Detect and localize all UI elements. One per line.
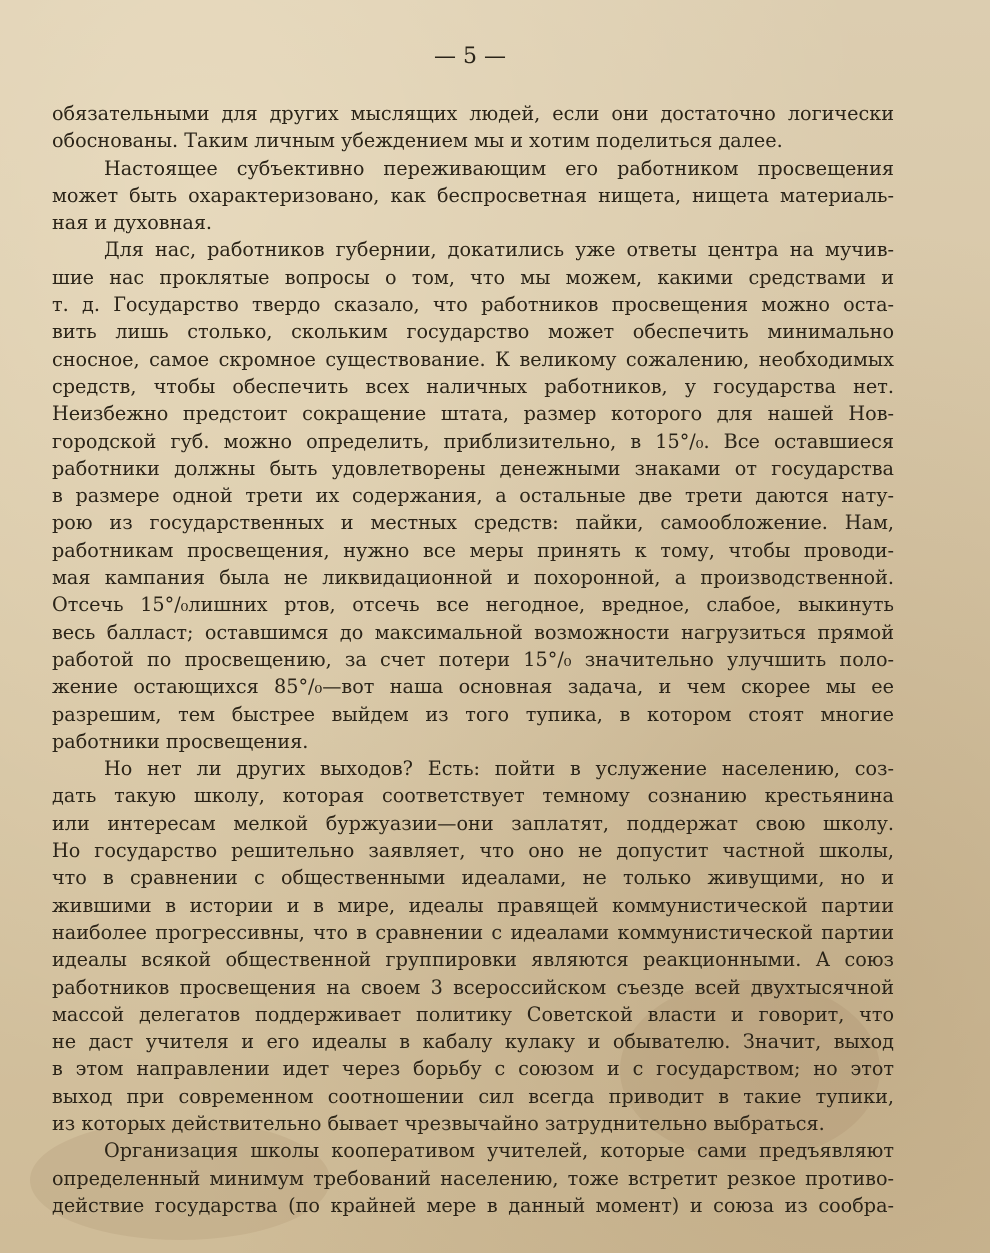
text-line: жение остающихся 85°/₀—вот наша основная задача, и чем скорее мы ее bbox=[52, 675, 894, 699]
text-line: массой делегатов поддерживает политику Советской власти и говорит, что bbox=[52, 1002, 894, 1026]
body-text bbox=[52, 100, 894, 1219]
text-line: определенный минимум требований населению, тоже встретит резкое противо- bbox=[52, 1166, 894, 1190]
text-line: городской губ. можно определить, приблизительно, в 15°/₀. Все оставшиеся bbox=[52, 429, 894, 453]
text-line: Для нас, работников губернии, докатились уже ответы центра на мучив- bbox=[104, 238, 894, 262]
text-line: работой по просвещению, за счет потери 15°/₀ значительно улучшить поло- bbox=[52, 647, 894, 671]
text-line: работники просвещения. bbox=[52, 729, 309, 753]
text-line: что в сравнении с общественными идеалами, не только живущими, но и bbox=[52, 866, 894, 890]
text-line: ная и духовная. bbox=[52, 211, 213, 235]
text-line: работники должны быть удовлетворены денежными знаками от государства bbox=[52, 456, 894, 480]
text-line: жившими в истории и в мире, идеалы правящей коммунистической партии bbox=[52, 893, 894, 917]
text-line: действие государства (по крайней мере в данный момент) и союза из сообра- bbox=[52, 1193, 894, 1217]
text-line: Отсечь 15°/₀лишних ртов, отсечь все негодное, вредное, слабое, выкинуть bbox=[52, 593, 894, 617]
text-line: выход при современном соотношении сил всегда приводит в такие тупики, bbox=[52, 1084, 894, 1108]
text-line: идеалы всякой общественной группировки являются реакционными. А союз bbox=[52, 948, 894, 972]
text-line: не даст учителя и его идеалы в кабалу кулаку и обывателю. Значит, выход bbox=[52, 1030, 894, 1054]
text-line: Настоящее субъективно переживающим его работником просвещения bbox=[104, 156, 894, 180]
text-line: из которых действительно бывает чрезвычайно затруднительно выбраться. bbox=[52, 1111, 825, 1135]
text-line: т. д. Государство твердо сказало, что работников просвещения можно оста- bbox=[52, 293, 894, 317]
text-line: рою из государственных и местных средств: пайки, самообложение. Нам, bbox=[52, 511, 894, 535]
text-line: работникам просвещения, нужно все меры принять к тому, чтобы проводи- bbox=[52, 538, 894, 562]
text-line: в этом направлении идет через борьбу с союзом и с государством; но этот bbox=[52, 1057, 894, 1081]
text-line: может быть охарактеризовано, как беспросветная нищета, нищета материаль- bbox=[52, 183, 894, 207]
text-line: разрешим, тем быстрее выйдем из того тупика, в котором стоят многие bbox=[52, 702, 894, 726]
text-line: мая кампания была не ликвидационной и похоронной, а производственной. bbox=[52, 566, 894, 590]
text-line: в размере одной трети их содержания, а остальные две трети даются нату- bbox=[52, 484, 894, 508]
text-line: сносное, самое скромное существование. К великому сожалению, необходимых bbox=[52, 347, 894, 371]
text-line: или интересам мелкой буржуазии—они заплатят, поддержат свою школу. bbox=[52, 811, 894, 835]
page-number: — 5 — bbox=[434, 44, 506, 69]
text-line: вить лишь столько, скольким государство может обеспечить минимально bbox=[52, 320, 894, 344]
text-line: Организация школы кооперативом учителей, которые сами предъявляют bbox=[104, 1139, 894, 1163]
text-line: обязательными для других мыслящих людей, если они достаточно логически bbox=[52, 102, 894, 125]
text-line: весь балласт; оставшимся до максимальной возможности нагрузиться прямой bbox=[52, 620, 894, 644]
text-line: Но государство решительно заявляет, что оно не допустит частной школы, bbox=[52, 839, 894, 863]
text-line: Но нет ли других выходов? Есть: пойти в услужение населению, соз- bbox=[104, 757, 894, 781]
text-line: работников просвещения на своем 3 всероссийском съезде всей двухтысячной bbox=[52, 975, 894, 999]
text-line: наиболее прогрессивны, что в сравнении с идеалами коммунистической партии bbox=[52, 920, 894, 944]
text-line: шие нас проклятые вопросы о том, что мы можем, какими средствами и bbox=[52, 265, 894, 289]
text-line: обоснованы. Таким личным убеждением мы и хотим поделиться далее. bbox=[52, 129, 783, 153]
text-line: дать такую школу, которая соответствует темному сознанию крестьянина bbox=[52, 784, 894, 808]
text-line: средств, чтобы обеспечить всех наличных работников, у государства нет. bbox=[52, 374, 894, 398]
text-line: Неизбежно предстоит сокращение штата, размер которого для нашей Нов- bbox=[52, 402, 894, 426]
